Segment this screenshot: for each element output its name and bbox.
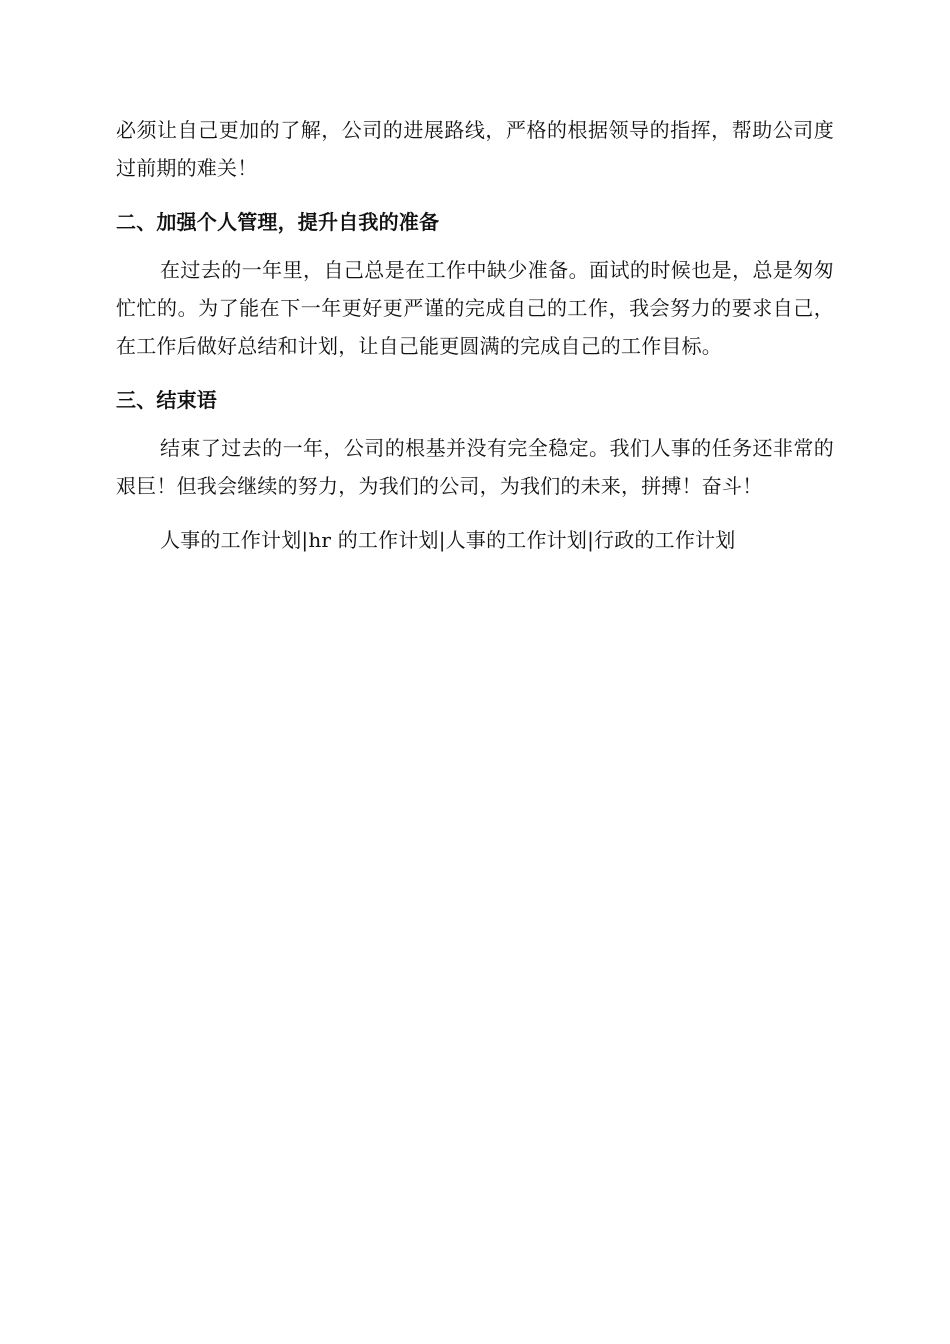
- document-body: [116, 111, 834, 559]
- related-links-line: 人事的工作计划|hr 的工作计划|人事的工作计划|行政的工作计划: [160, 528, 736, 552]
- section-2-paragraph: 在过去的一年里，自己总是在工作中缺少准备。面试的时候也是，总是匆匆忙忙的。为了能在下一年更好更严谨的完成自己的工作，我会努力的要求自己，在工作后做好总结和计划，让自己能更圆满的完成自己的工作目标。: [116, 258, 834, 358]
- section-3-heading: 三、结束语: [116, 388, 217, 412]
- section-3-paragraph: 结束了过去的一年，公司的根基并没有完全稳定。我们人事的任务还非常的艰巨！但我会继续的努力，为我们的公司，为我们的未来，拼搏！奋斗！: [116, 436, 834, 498]
- section-2-heading: 二、加强个人管理，提升自我的准备: [116, 210, 440, 234]
- intro-paragraph: 必须让自己更加的了解，公司的进展路线，严格的根据领导的指挥，帮助公司度过前期的难关！: [116, 118, 834, 180]
